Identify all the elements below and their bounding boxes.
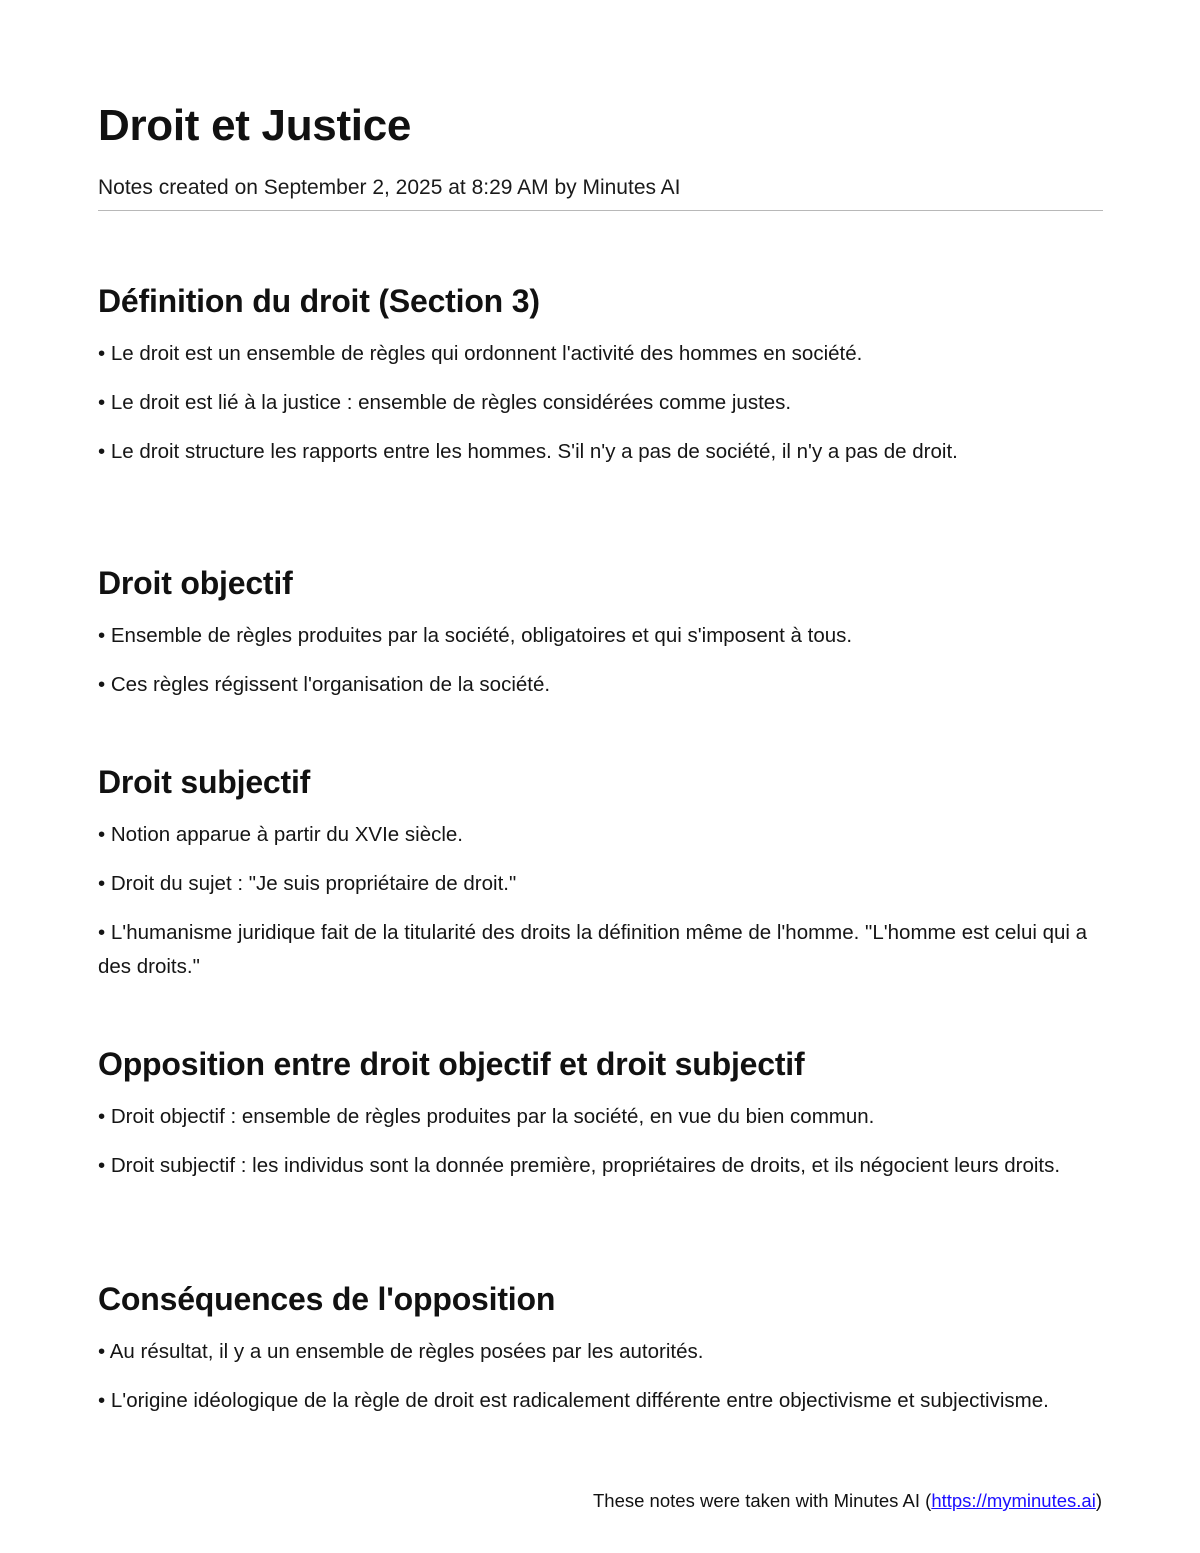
footer-suffix: ) (1095, 1490, 1102, 1511)
list-item: • L'origine idéologique de la règle de droit est radicalement différente entre objectivisme et subjectivisme. (98, 1389, 1049, 1412)
bullet-list (98, 1100, 1103, 1183)
list-item: • Le droit est un ensemble de règles qui ordonnent l'activité des hommes en société. (98, 342, 863, 365)
page-title: Droit et Justice (98, 101, 412, 150)
section-heading: Droit objectif (98, 565, 293, 601)
footer-prefix: These notes were taken with Minutes AI ( (593, 1490, 932, 1511)
list-item: • Le droit structure les rapports entre les hommes. S'il n'y a pas de société, il n'y a pas de droit. (98, 440, 958, 463)
section-consequences (98, 1278, 1103, 1418)
section-definition-du-droit (98, 280, 1103, 469)
list-item: • Le droit est lié à la justice : ensemble de règles considérées comme justes. (98, 391, 792, 414)
minutes-ai-link[interactable]: https://myminutes.ai (931, 1490, 1096, 1511)
section-droit-objectif (98, 562, 1103, 702)
footer-credit (593, 1487, 1102, 1515)
bullet-list (98, 337, 1103, 469)
section-heading: Opposition entre droit objectif et droit subjectif (98, 1046, 805, 1082)
section-heading: Droit subjectif (98, 764, 311, 800)
bullet-list (98, 619, 1103, 702)
list-item: • Droit objectif : ensemble de règles produites par la société, en vue du bien commun. (98, 1105, 875, 1128)
list-item: • Droit du sujet : "Je suis propriétaire de droit." (98, 872, 517, 895)
header-divider (98, 210, 1103, 211)
bullet-list (98, 1335, 1103, 1418)
list-item: • Ces règles régissent l'organisation de la société. (98, 673, 551, 696)
list-item: • Au résultat, il y a un ensemble de règles posées par les autorités. (98, 1340, 704, 1363)
section-droit-subjectif (98, 761, 1103, 984)
section-heading: Définition du droit (Section 3) (98, 283, 540, 319)
notes-meta: Notes created on September 2, 2025 at 8:29 AM by Minutes AI (98, 176, 681, 199)
list-item: • Ensemble de règles produites par la société, obligatoires et qui s'imposent à tous. (98, 624, 853, 647)
list-item: • L'humanisme juridique fait de la titularité des droits la définition même de l'homme. "L'homme est celui qui a des droits." (98, 921, 1088, 978)
list-item: • Notion apparue à partir du XVIe siècle. (98, 823, 463, 846)
section-heading: Conséquences de l'opposition (98, 1281, 556, 1317)
bullet-list (98, 818, 1103, 984)
section-opposition (98, 1043, 1103, 1183)
list-item: • Droit subjectif : les individus sont la donnée première, propriétaires de droits, et ils négocient leurs droits. (98, 1154, 1061, 1177)
